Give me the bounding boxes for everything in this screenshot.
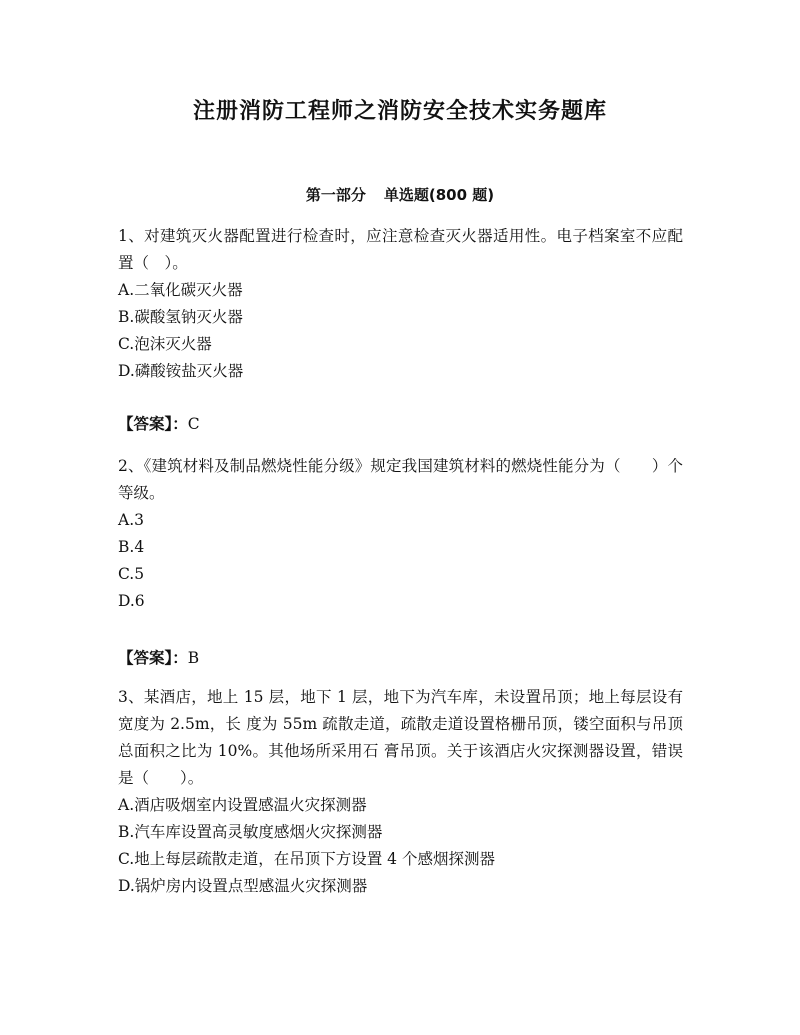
answer-2: [118, 645, 199, 672]
option-b: B.碳酸氢钠灭火器: [118, 308, 243, 326]
option-d: D.磷酸铵盐灭火器: [118, 362, 244, 380]
option-a: A.酒店吸烟室内设置感温火灾探测器: [118, 796, 367, 814]
question-1: [118, 223, 683, 385]
question-stem: 3、某酒店，地上 15 层，地下 1 层，地下为汽车库，未设置吊顶；地上每层设有宽度为 2.5m，长 度为 55m 疏散走道，疏散走道设置格栅吊顶，镂空面积与吊顶总面积之比为 10%。其他场所采用石 膏吊顶。关于该酒店火灾探测器设置，错误是（ ）。: [118, 688, 683, 787]
question-2: [118, 453, 683, 615]
question-stem: 2、《建筑材料及制品燃烧性能分级》规定我国建筑材料的燃烧性能分为（ ）个等级。: [118, 457, 683, 502]
option-a: A.二氧化碳灭火器: [118, 281, 243, 299]
option-d: D.6: [118, 592, 145, 610]
document-title: 注册消防工程师之消防安全技术实务题库: [192, 99, 607, 124]
answer-value: C: [187, 415, 200, 433]
section-type-label: 单选题(800 题): [383, 186, 495, 204]
option-c: C.地上每层疏散走道，在吊顶下方设置 4 个感烟探测器: [118, 850, 495, 868]
answer-1: [118, 411, 200, 438]
answer-label: 【答案】：: [118, 415, 188, 433]
option-b: B.4: [118, 538, 145, 556]
option-a: A.3: [118, 511, 144, 529]
question-stem: 1、对建筑灭火器配置进行检查时，应注意检查灭火器适用性。电子档案室不应配置（ ）。: [118, 227, 683, 272]
option-d: D.锅炉房内设置点型感温火灾探测器: [118, 877, 368, 895]
question-3: [118, 684, 683, 900]
section-part-label: 第一部分: [305, 186, 366, 204]
answer-value: B: [187, 649, 200, 667]
option-c: C.泡沫灭火器: [118, 335, 212, 353]
answer-label: 【答案】：: [118, 649, 188, 667]
option-c: C.5: [118, 565, 145, 583]
option-b: B.汽车库设置高灵敏度感烟火灾探测器: [118, 823, 383, 841]
section-title: [0, 184, 800, 205]
